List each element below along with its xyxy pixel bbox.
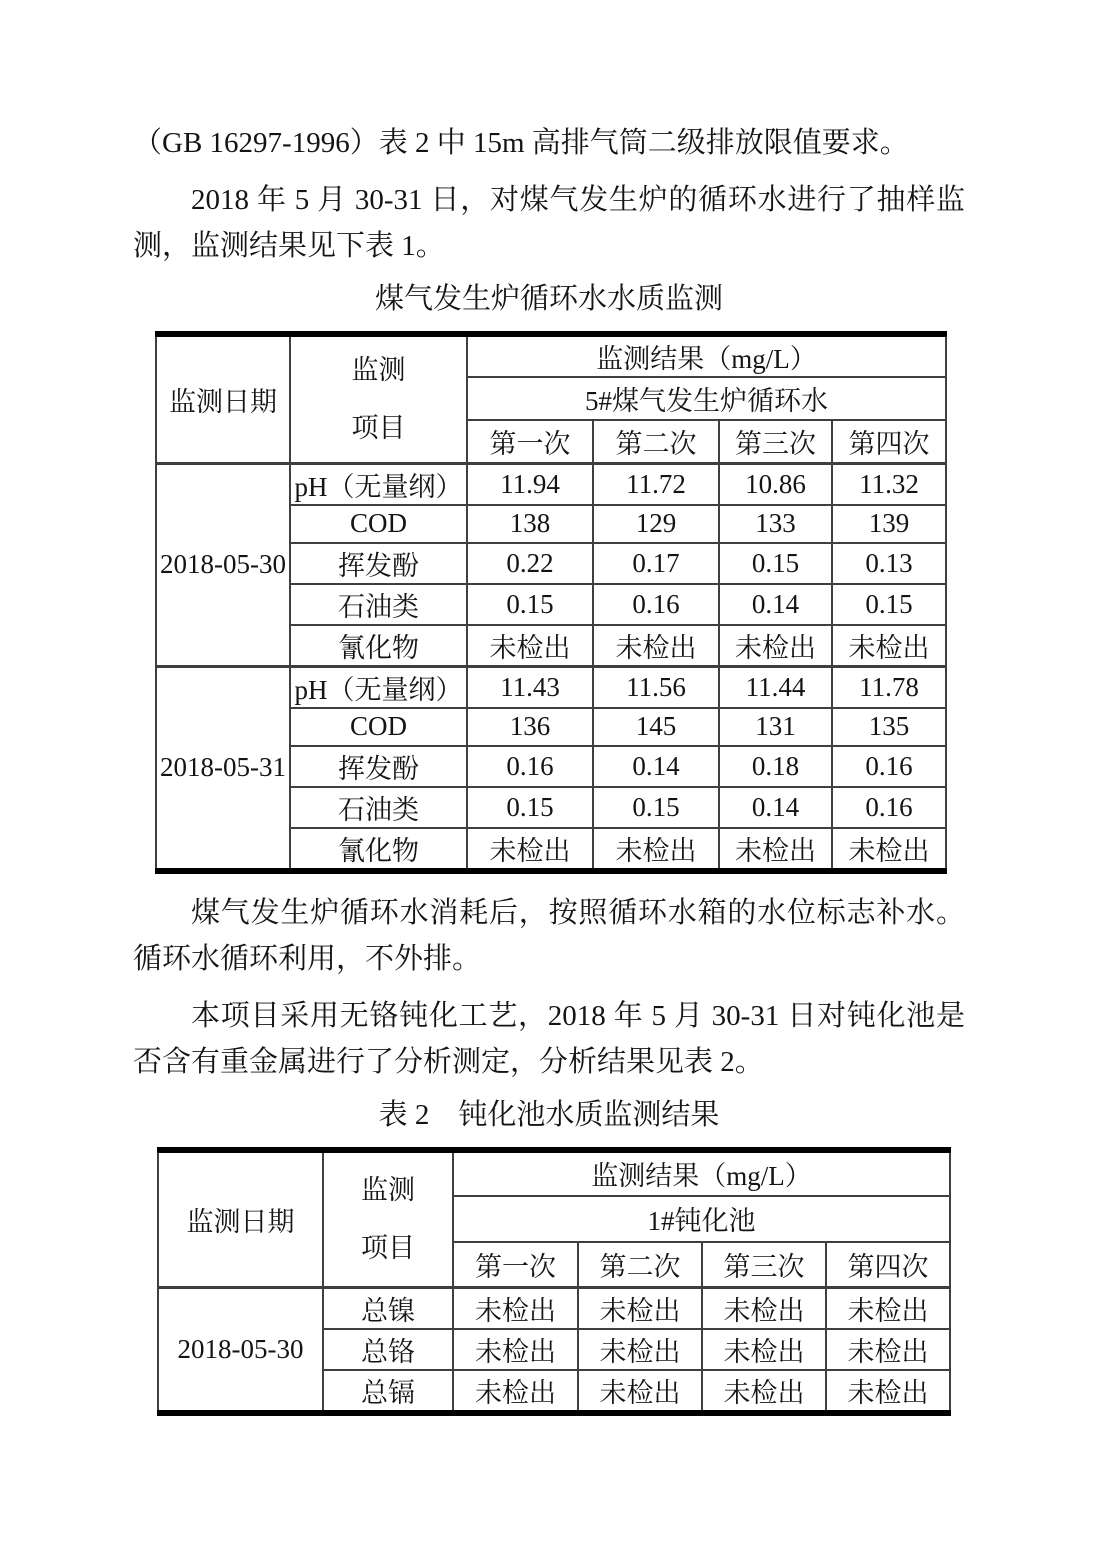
value-cell: 129 bbox=[593, 505, 719, 543]
value-cell: 139 bbox=[832, 505, 946, 543]
value-cell: 11.78 bbox=[832, 666, 946, 708]
table1-title: 煤气发生炉循环水水质监测 bbox=[374, 283, 723, 315]
value-cell: 未检出 bbox=[719, 828, 832, 871]
header-result-unit-cell: 监测结果（mg/L） bbox=[467, 334, 946, 377]
value-cell: 11.43 bbox=[467, 666, 593, 708]
value-cell: 未检出 bbox=[453, 1329, 578, 1370]
date-cell: 2018-05-30 bbox=[156, 463, 290, 666]
param-cell: 氰化物 bbox=[290, 625, 467, 667]
header-source-cell: 1#钝化池 bbox=[453, 1196, 950, 1242]
param-cell: 总镉 bbox=[323, 1370, 453, 1413]
value-cell: 未检出 bbox=[702, 1288, 826, 1330]
header-param-line1: 监测 bbox=[351, 355, 406, 386]
param-cell: 总铬 bbox=[323, 1329, 453, 1370]
param-cell: COD bbox=[290, 708, 467, 746]
value-cell: 0.16 bbox=[832, 746, 946, 787]
value-cell: 10.86 bbox=[719, 463, 832, 505]
header-param-cell bbox=[323, 1150, 453, 1288]
header-run4-cell: 第四次 bbox=[826, 1242, 950, 1288]
value-cell: 未检出 bbox=[467, 625, 593, 667]
value-cell: 0.18 bbox=[719, 746, 832, 787]
value-cell: 未检出 bbox=[578, 1288, 702, 1330]
value-cell: 138 bbox=[467, 505, 593, 543]
value-cell: 0.17 bbox=[593, 543, 719, 584]
value-cell: 11.32 bbox=[832, 463, 946, 505]
value-cell: 0.14 bbox=[719, 584, 832, 625]
value-cell: 未检出 bbox=[593, 625, 719, 667]
value-cell: 11.56 bbox=[593, 666, 719, 708]
table-row bbox=[158, 1288, 950, 1330]
param-cell: pH（无量纲） bbox=[290, 463, 467, 505]
header-run1-cell: 第一次 bbox=[467, 420, 593, 463]
param-cell: COD bbox=[290, 505, 467, 543]
header-run3-cell: 第三次 bbox=[719, 420, 832, 463]
table1-circulating-water-monitoring bbox=[155, 331, 947, 874]
table2-passivation-pool-monitoring bbox=[157, 1147, 951, 1417]
param-cell: 氰化物 bbox=[290, 828, 467, 871]
value-cell: 131 bbox=[719, 708, 832, 746]
value-cell: 0.22 bbox=[467, 543, 593, 584]
value-cell: 未检出 bbox=[702, 1329, 826, 1370]
param-cell: 挥发酚 bbox=[290, 746, 467, 787]
param-cell: 石油类 bbox=[290, 787, 467, 828]
value-cell: 0.14 bbox=[593, 746, 719, 787]
header-run2-cell: 第二次 bbox=[593, 420, 719, 463]
value-cell: 0.13 bbox=[832, 543, 946, 584]
value-cell: 0.15 bbox=[467, 584, 593, 625]
value-cell: 0.15 bbox=[593, 787, 719, 828]
header-source-cell: 5#煤气发生炉循环水 bbox=[467, 377, 946, 420]
header-run4-cell: 第四次 bbox=[832, 420, 946, 463]
value-cell: 0.16 bbox=[467, 746, 593, 787]
table1-body bbox=[156, 463, 946, 871]
paragraph-recirculation: 煤气发生炉循环水消耗后，按照循环水箱的水位标志补水。循环水循环利用，不外排。 bbox=[133, 896, 965, 975]
value-cell: 未检出 bbox=[453, 1370, 578, 1413]
value-cell: 未检出 bbox=[832, 625, 946, 667]
value-cell: 133 bbox=[719, 505, 832, 543]
value-cell: 未检出 bbox=[826, 1288, 950, 1330]
param-cell: pH（无量纲） bbox=[290, 666, 467, 708]
paragraph-sampling-intro: 2018 年 5 月 30-31 日，对煤气发生炉的循环水进行了抽样监测，监测结果见下表 1。 bbox=[133, 184, 965, 262]
header-run1-cell: 第一次 bbox=[453, 1242, 578, 1288]
param-cell: 石油类 bbox=[290, 584, 467, 625]
value-cell: 未检出 bbox=[578, 1329, 702, 1370]
date-cell: 2018-05-31 bbox=[156, 666, 290, 871]
value-cell: 0.15 bbox=[832, 584, 946, 625]
value-cell: 0.16 bbox=[832, 787, 946, 828]
paragraph-emission-limit: （GB 16297-1996）表 2 中 15m 高排气筒二级排放限值要求。 bbox=[133, 127, 909, 159]
paragraph-passivation-intro: 本项目采用无铬钝化工艺，2018 年 5 月 30-31 日对钝化池是否含有重金属进行了分析测定，分析结果见表 2。 bbox=[133, 999, 965, 1078]
header-param-line2: 项目 bbox=[361, 1233, 415, 1264]
date-cell: 2018-05-30 bbox=[158, 1288, 323, 1414]
table-row bbox=[156, 463, 946, 505]
table2-title: 表 2 钝化池水质监测结果 bbox=[378, 1098, 720, 1131]
value-cell: 未检出 bbox=[578, 1370, 702, 1413]
value-cell: 145 bbox=[593, 708, 719, 746]
header-date-cell: 监测日期 bbox=[156, 334, 290, 463]
table2-header bbox=[158, 1150, 950, 1288]
value-cell: 未检出 bbox=[719, 625, 832, 667]
table-row bbox=[156, 666, 946, 708]
value-cell: 未检出 bbox=[702, 1370, 826, 1413]
value-cell: 135 bbox=[832, 708, 946, 746]
value-cell: 未检出 bbox=[593, 828, 719, 871]
value-cell: 未检出 bbox=[453, 1288, 578, 1330]
value-cell: 136 bbox=[467, 708, 593, 746]
value-cell: 11.44 bbox=[719, 666, 832, 708]
param-cell: 总镍 bbox=[323, 1288, 453, 1330]
value-cell: 0.14 bbox=[719, 787, 832, 828]
table1-header bbox=[156, 334, 946, 463]
value-cell: 0.15 bbox=[719, 543, 832, 584]
value-cell: 未检出 bbox=[826, 1370, 950, 1413]
header-param-line1: 监测 bbox=[361, 1175, 415, 1206]
value-cell: 0.16 bbox=[593, 584, 719, 625]
value-cell: 未检出 bbox=[832, 828, 946, 871]
header-param-line2: 项目 bbox=[351, 413, 406, 444]
value-cell: 11.72 bbox=[593, 463, 719, 505]
table2-header-row-1 bbox=[158, 1150, 950, 1196]
value-cell: 未检出 bbox=[467, 828, 593, 871]
header-result-unit-cell: 监测结果（mg/L） bbox=[453, 1150, 950, 1196]
param-cell: 挥发酚 bbox=[290, 543, 467, 584]
header-date-cell: 监测日期 bbox=[158, 1150, 323, 1288]
header-param-cell bbox=[290, 334, 467, 463]
header-run3-cell: 第三次 bbox=[702, 1242, 826, 1288]
value-cell: 11.94 bbox=[467, 463, 593, 505]
value-cell: 未检出 bbox=[826, 1329, 950, 1370]
table1-header-row-1 bbox=[156, 334, 946, 377]
table2-body bbox=[158, 1288, 950, 1414]
header-run2-cell: 第二次 bbox=[578, 1242, 702, 1288]
value-cell: 0.15 bbox=[467, 787, 593, 828]
